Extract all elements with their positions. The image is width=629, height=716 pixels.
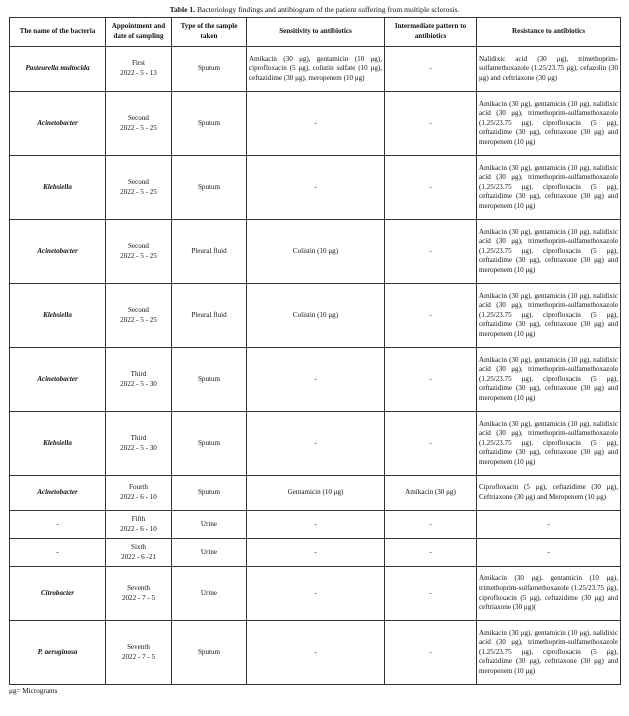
intermediate-cell: - [385,156,477,220]
intermediate-cell: Amikacin (30 μg) [385,476,477,511]
appointment-cell [106,476,172,511]
appointment-label: Seventh [127,583,150,592]
sample-cell: Urine [172,511,247,539]
appointment-cell [106,511,172,539]
footnote: μg= Micrograms [9,687,58,695]
sample-cell: Sputum [172,92,247,156]
bacteria-cell: Acinetobacter [10,92,106,156]
bacteria-cell: P. aeruginosa [10,621,106,685]
sensitivity-cell: Gentamicin (10 μg) [247,476,385,511]
intermediate-cell: - [385,348,477,412]
appointment-cell [106,92,172,156]
sampling-date: 2022 - 5 - 25 [120,251,157,260]
appointment-cell [106,348,172,412]
table-row [10,47,621,92]
resistance-cell: Amikacin (30 μg), gentamicin (10 μg), nalidixic acid (30 μg), trimethoprim-sulfamethoxazole (1.25/23.75 μg), ciprofloxacin (5 μg), ceftazidime (30 μg), ceftriaxone (30 μg) and meropenem (10 μg) [477,156,621,220]
sample-cell: Sputum [172,412,247,476]
sensitivity-cell: Amikacin (30 μg), gentamicin (10 μg), ciprofloxacin (5 μg), colistin sulfate (10 μg), ceftazidime (30 μg), meropenem (10 μg) [247,47,385,92]
table-row [10,476,621,511]
appointment-cell [106,156,172,220]
appointment-label: Second [128,177,149,186]
intermediate-cell: - [385,412,477,476]
sensitivity-cell: - [247,567,385,621]
sensitivity-cell: Colistin (10 μg) [247,220,385,284]
intermediate-cell: - [385,220,477,284]
appointment-label: Sixth [131,542,146,551]
intermediate-cell: - [385,284,477,348]
resistance-cell: Amikacin (30 μg), gentamicin (10 μg), nalidixic acid (30 μg), trimethoprim-sulfamethoxazole (1.25/23.75 μg), ciprofloxacin (5 μg), ceftazidime (30 μg), ceftriaxone (30 μg) and meropenem (10 μg) [477,621,621,685]
table-row [10,348,621,412]
bacteria-cell: Acinetobacter [10,348,106,412]
appointment-label: First [131,59,145,68]
table-row [10,220,621,284]
sample-cell: Sputum [172,476,247,511]
sensitivity-cell: - [247,92,385,156]
table-row [10,156,621,220]
header-row [10,18,621,47]
table-row [10,412,621,476]
sample-cell: Sputum [172,47,247,92]
resistance-cell: Ciprofloxacin (5 μg), ceftazidime (30 μg), Ceftriaxone (30 μg) and Meropenem (10 μg) [477,476,621,511]
sampling-date: 2022 - 6 - 10 [120,493,157,501]
sampling-date: 2022 - 7 - 5 [121,652,156,661]
bacteria-cell: Acinetobacter [10,220,106,284]
appointment-label: Fourth [129,483,148,492]
sampling-date: 2022 - 5 - 25 [120,123,157,132]
intermediate-cell: - [385,621,477,685]
sample-cell: Sputum [172,348,247,412]
sampling-date: 2022 - 5 - 13 [120,69,157,77]
table-caption [0,5,629,15]
intermediate-cell: - [385,511,477,539]
header-sample: Type of the sample taken [172,18,247,47]
table-row [10,621,621,685]
appointment-label: Third [130,433,147,442]
resistance-cell: Nalidixic acid (30 μg), trimethoprim-sulfamethoxazole (1.25/23.75 μg), cefazolin (30 μg) and ceftriaxone (30 μg) [477,47,621,92]
bacteria-cell: - [10,539,106,567]
appointment-label: Third [130,369,147,378]
sampling-date: 2022 - 6 - 10 [120,524,157,533]
sensitivity-cell: - [247,539,385,567]
resistance-cell: - [477,511,621,539]
appointment-label: Fifth [131,514,146,523]
caption-text: Bacteriology findings and antibiogram of the patient suffering from multiple sclerosis. [196,5,460,14]
header-appointment: Appointment and date of sampling [106,18,172,47]
bacteria-cell: Citrobacter [10,567,106,621]
appointment-label: Second [128,241,149,250]
table-row [10,539,621,567]
appointment-cell [106,220,172,284]
resistance-cell: Amikacin (30 μg), gentamicin (10 μg), trimethoprim-sulfamethoxazole (1.25/23.75 μg), ciprofloxacin (5 μg), ceftazidime (30 μg) and ceftriaxone (30 μg)( [477,567,621,621]
intermediate-cell: - [385,539,477,567]
sensitivity-cell: - [247,511,385,539]
bacteria-cell: Pasteurella multocida [10,47,106,92]
header-intermediate: Intermediate pattern to antibiotics [385,18,477,47]
sensitivity-cell: Colistin (10 μg) [247,284,385,348]
sensitivity-cell: - [247,348,385,412]
bacteria-cell: - [10,511,106,539]
sampling-date: 2022 - 5 - 25 [120,187,157,196]
sample-cell: Urine [172,567,247,621]
header-bacteria: The name of the bacteria [10,18,106,47]
resistance-cell: Amikacin (30 μg), gentamicin (10 μg), nalidixic acid (30 μg), trimethoprim-sulfamethoxazole (1.25/23.75 μg), ciprofloxacin (5 μg), ceftazidime (30 μg), ceftriaxone (30 μg) and meropenem (10 μg) [477,412,621,476]
sensitivity-cell: - [247,621,385,685]
sensitivity-cell: - [247,156,385,220]
sampling-date: 2022 - 7 - 5 [121,593,156,602]
resistance-cell: - [477,539,621,567]
caption-label: Table 1. [169,5,196,14]
sample-cell: Pleural fluid [172,220,247,284]
appointment-label: Seventh [127,642,150,651]
appointment-label: Second [128,113,149,122]
resistance-cell: Amikacin (30 μg), gentamicin (10 μg), nalidixic acid (30 μg), trimethoprim-sulfamethoxazole (1.25/23.75 μg), ciprofloxacin (5 μg), ceftazidime (30 μg), ceftriaxone (30 μg) and meropenem (10 μg) [477,348,621,412]
appointment-cell [106,539,172,567]
sampling-date: 2022 - 5 - 30 [120,443,157,452]
bacteria-cell: Acinetobacter [10,476,106,511]
appointment-cell [106,621,172,685]
antibiogram-table [9,17,621,685]
table-row [10,284,621,348]
table-row [10,92,621,156]
appointment-cell [106,412,172,476]
sample-cell: Pleural fluid [172,284,247,348]
resistance-cell: Amikacin (30 μg), gentamicin (10 μg), nalidixic acid (30 μg), trimethoprim-sulfamethoxazole (1.25/23.75 μg), ciprofloxacin (5 μg), ceftazidime (30 μg), ceftriaxone (30 μg) and meropenem (10 μg) [477,92,621,156]
sample-cell: Urine [172,539,247,567]
appointment-cell [106,567,172,621]
appointment-cell [106,47,172,92]
resistance-cell: Amikacin (30 μg), gentamicin (10 μg), nalidixic acid (30 μg), trimethoprim-sulfamethoxazole (1.25/23.75 μg), ciprofloxacin (5 μg), ceftazidime (30 μg), ceftriaxone (30 μg) and meropenem (10 μg) [477,284,621,348]
table-row [10,567,621,621]
table-row [10,511,621,539]
sampling-date: 2022 - 6 -21 [121,552,156,561]
bacteria-cell: Klebsiella [10,284,106,348]
sample-cell: Sputum [172,156,247,220]
header-sensitivity: Sensitivity to antibiotics [247,18,385,47]
bacteria-cell: Klebsiella [10,156,106,220]
resistance-cell: Amikacin (30 μg), gentamicin (10 μg), nalidixic acid (30 μg), trimethoprim-sulfamethoxazole (1.25/23.75 μg), ciprofloxacin (5 μg), ceftazidime (30 μg), ceftriaxone (30 μg) and meropenem (10 μg) [477,220,621,284]
intermediate-cell: - [385,47,477,92]
bacteria-cell: Klebsiella [10,412,106,476]
sample-cell: Sputum [172,621,247,685]
header-resistance: Resistance to antibiotics [477,18,621,47]
sensitivity-cell: - [247,412,385,476]
sampling-date: 2022 - 5 - 30 [120,379,157,388]
intermediate-cell: - [385,92,477,156]
intermediate-cell: - [385,567,477,621]
sampling-date: 2022 - 5 - 25 [120,315,157,324]
appointment-label: Second [128,305,149,314]
appointment-cell [106,284,172,348]
